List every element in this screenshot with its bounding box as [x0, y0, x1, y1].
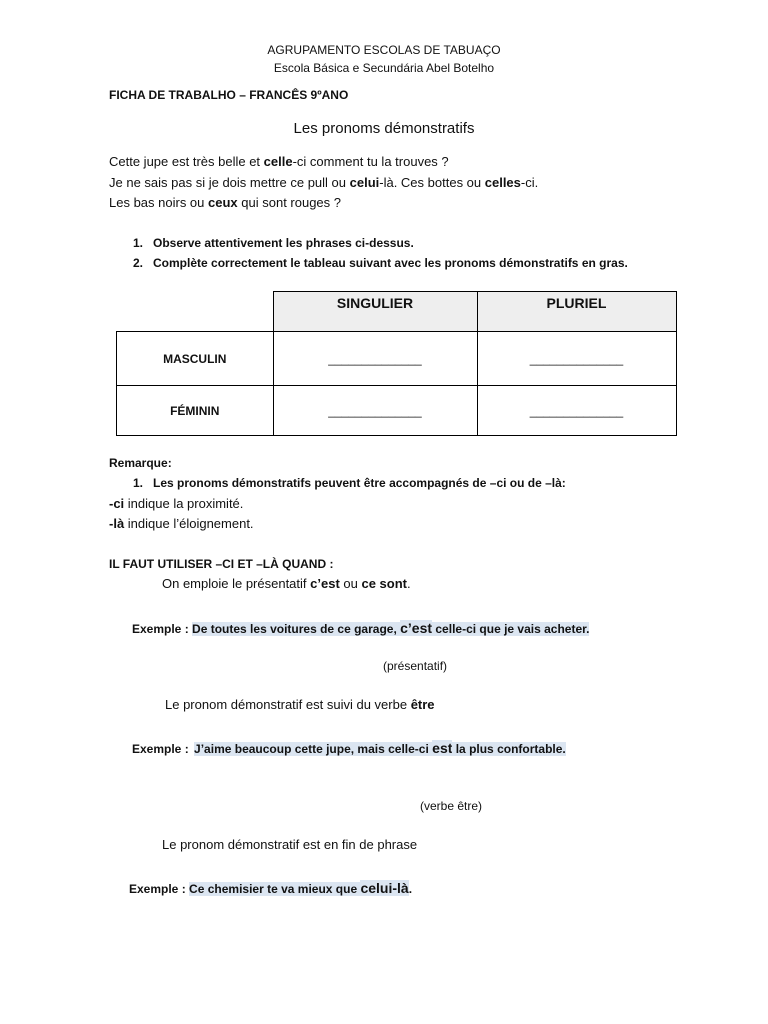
school-name: Escola Básica e Secundária Abel Botelho	[273, 61, 495, 75]
example-label: Exemple :	[129, 882, 186, 896]
answer-masculin-pluriel[interactable]	[477, 332, 676, 386]
row-label-masculin: MASCULIN	[117, 332, 274, 386]
answer-feminin-pluriel[interactable]	[477, 386, 676, 436]
rule-2: Le pronom démonstratif est suivi du verbe être	[165, 697, 435, 712]
rule-1: On emploie le présentatif c’est ou ce sont.	[162, 576, 411, 591]
example-label: Exemple :	[132, 742, 189, 756]
example-label: Exemple :	[132, 622, 189, 636]
answer-masculin-singulier[interactable]	[273, 332, 477, 386]
intro-line-3: Les bas noirs ou ceux qui sont rouges ?	[109, 195, 342, 210]
answer-feminin-singulier[interactable]	[273, 386, 477, 436]
remarque-item: 1. Les pronoms démonstratifs peuvent être accompagnés de –ci ou de –là:	[133, 476, 566, 490]
instruction-item: 2. Complète correctement le tableau suivant avec les pronoms démonstratifs en gras.	[133, 256, 628, 270]
blank-line: ______________	[529, 351, 624, 366]
rule-3: Le pronom démonstratif est en fin de phrase	[162, 837, 418, 852]
row-label-feminin: FÉMININ	[117, 386, 274, 436]
intro-line-1: Cette jupe est très belle et celle-ci comment tu la trouves ?	[109, 154, 449, 169]
rules-heading: IL FAUT UTILISER –CI ET –LÀ QUAND :	[109, 557, 334, 571]
header-pluriel: PLURIEL	[477, 292, 676, 332]
example-3: Exemple : Ce chemisier te va mieux que celui-là.	[129, 880, 413, 896]
page-title: Les pronoms démonstratifs	[293, 120, 475, 137]
remarque-label: Remarque:	[109, 456, 172, 470]
blank-line: ______________	[328, 403, 422, 418]
example-2: Exemple : J’aime beaucoup cette jupe, mais celle-ci est la plus confortable.	[132, 740, 566, 756]
remarque-la: -là indique l’éloignement.	[109, 516, 254, 531]
worksheet-title: FICHA DE TRABALHO – FRANCÊS 9ºANO	[109, 88, 349, 102]
remarque-ci: -ci indique la proximité.	[109, 496, 244, 511]
example-1: Exemple : De toutes les voitures de ce garage, c’est celle-ci que je vais acheter.	[132, 620, 590, 636]
note-verbe-etre: (verbe être)	[420, 799, 483, 813]
blank-line: ______________	[529, 403, 624, 418]
demonstrative-pronouns-table	[116, 291, 677, 436]
blank-line: ______________	[328, 351, 422, 366]
instruction-item: 1. Observe attentivement les phrases ci-dessus.	[133, 236, 414, 250]
header-singulier: SINGULIER	[273, 292, 477, 332]
table-corner	[117, 292, 274, 332]
school-group: AGRUPAMENTO ESCOLAS DE TABUAÇO	[267, 43, 501, 57]
note-presentatif: (présentatif)	[383, 659, 448, 673]
intro-line-2: Je ne sais pas si je dois mettre ce pull ou celui-là. Ces bottes ou celles-ci.	[109, 175, 539, 190]
